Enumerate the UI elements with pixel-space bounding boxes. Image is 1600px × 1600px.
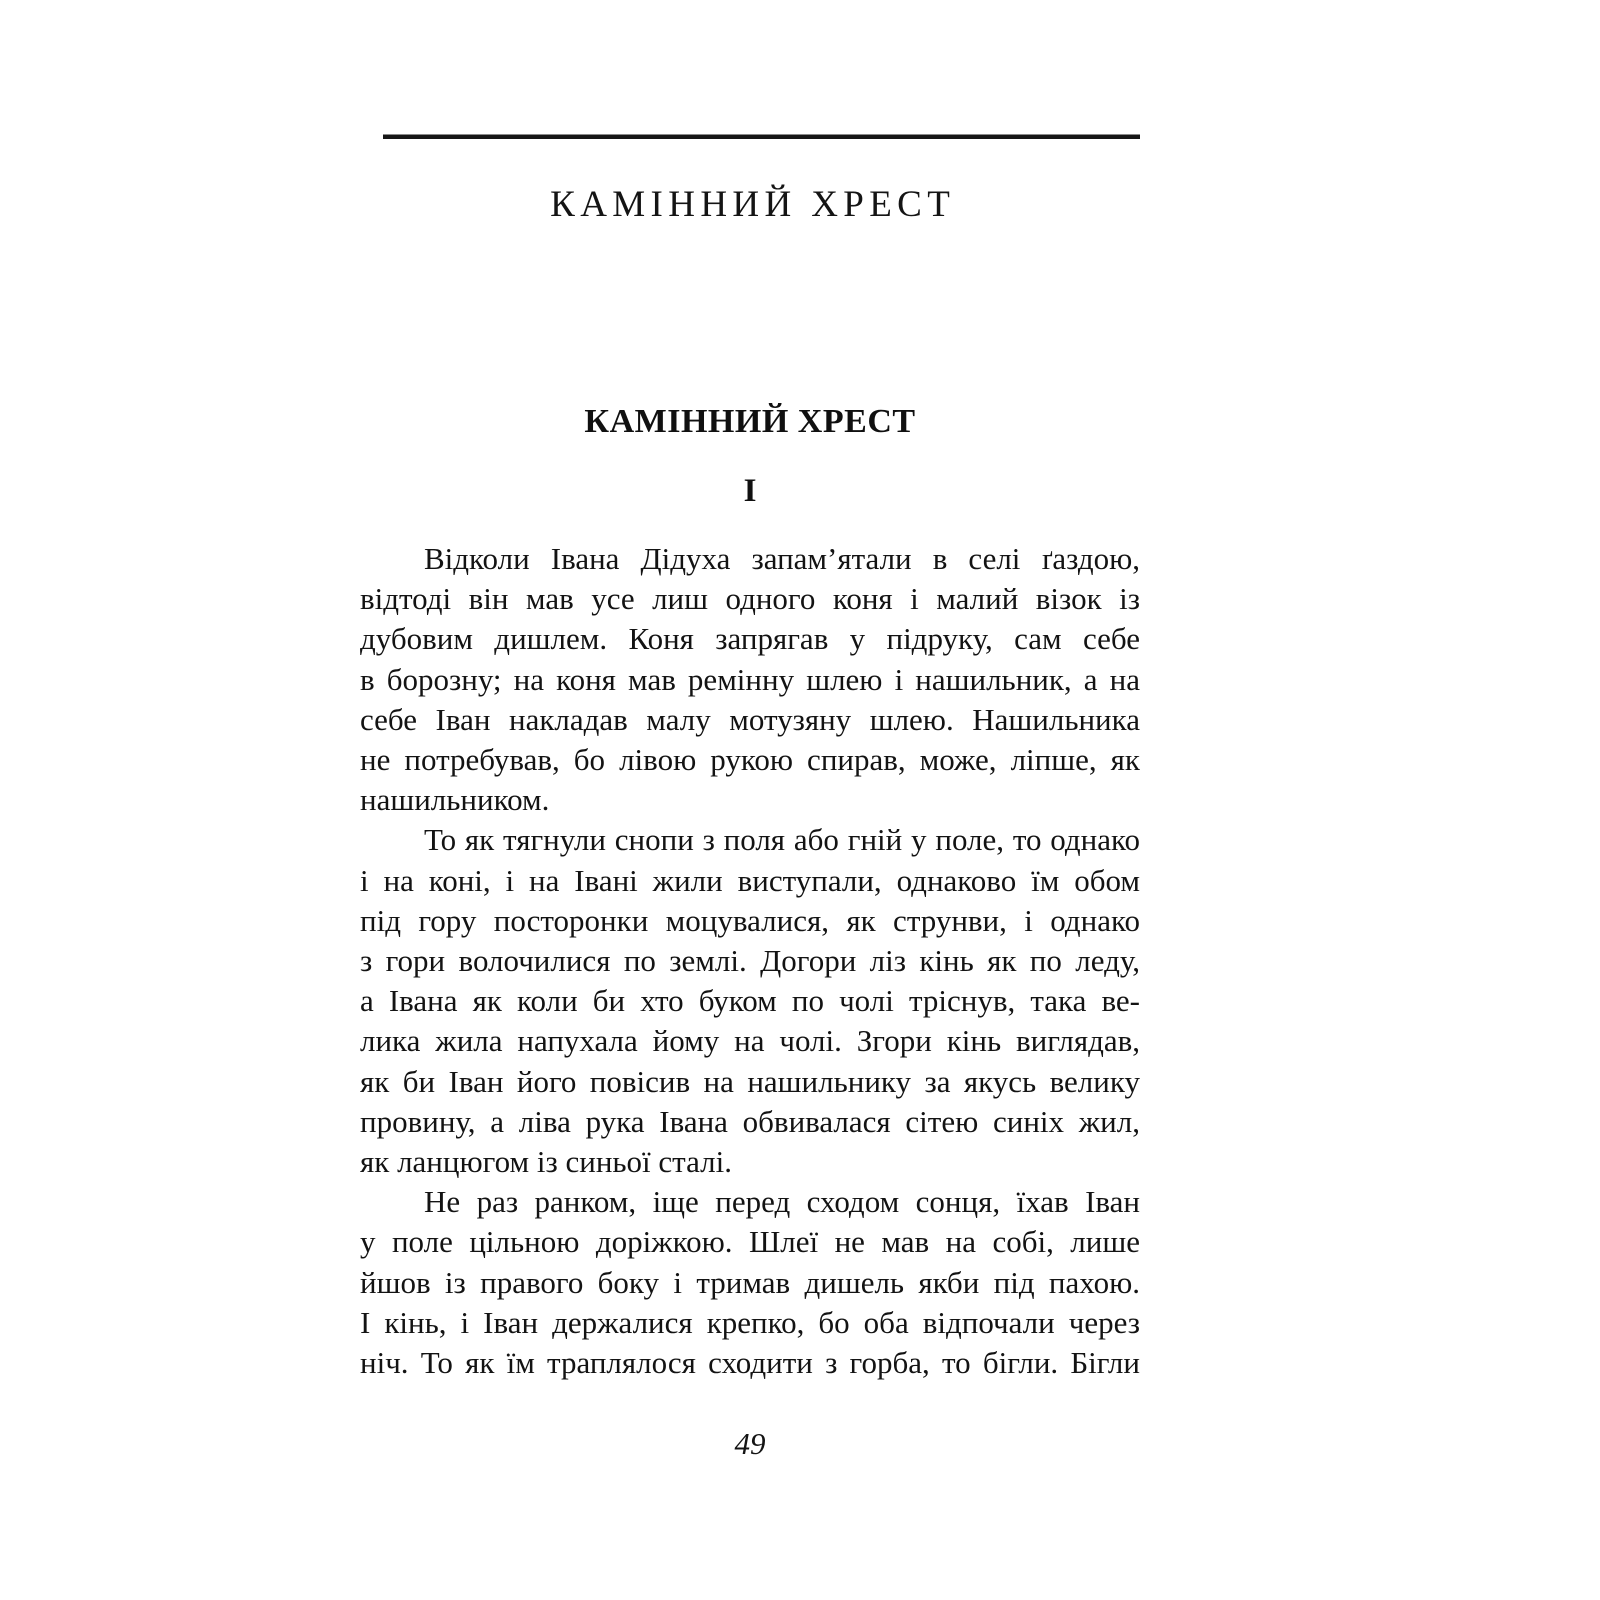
paragraph (360, 1182, 1140, 1383)
chapter-title: КАМІННИЙ ХРЕСТ (584, 403, 916, 440)
body-line: дубовим дишлем. Коня запрягав у підруку, сам себе (360, 621, 1140, 657)
running-header: КАМІННИЙ ХРЕСТ (550, 184, 956, 225)
body-line: Відколи Івана Дідуха запам’ятали в селі ґаздою, (424, 541, 1140, 576)
header-rule (383, 134, 1140, 139)
body-line: як би Іван його повісив на нашильнику за якусь велику (360, 1063, 1140, 1099)
body-line: себе Іван накладав малу мотузяну шлею. Нашильника (360, 701, 1140, 737)
section-number: I (743, 473, 757, 509)
body-line: Не раз ранком, іще перед сходом сонця, їхав Іван (424, 1184, 1140, 1220)
page-number: 49 (734, 1426, 766, 1461)
body-line: йшов із правого боку і тримав дишель якби під пахою. (360, 1264, 1140, 1300)
body-line: відтоді він мав усе лиш одного коня і малий візок із (360, 581, 1140, 617)
body-line: в борозну; на коня мав ремінну шлею і нашильник, а на (360, 661, 1140, 697)
body-line: ніч. То як їм траплялося сходити з горба, то бігли. Бігли (360, 1345, 1140, 1381)
paragraph (360, 539, 1140, 820)
body-text (360, 539, 1140, 1383)
body-line: І кінь, і Іван держалися крепко, бо оба відпочали через (360, 1304, 1140, 1340)
body-line: лика жила напухала йому на чолі. Згори кінь виглядав, (360, 1023, 1140, 1059)
body-line: а Івана як коли би хто буком по чолі тріснув, така ве- (360, 983, 1140, 1019)
body-line: нашильником. (360, 782, 550, 818)
body-line: під гору посторонки моцувалися, як струнви, і однако (360, 902, 1140, 938)
body-line: з гори волочилися по землі. Догори ліз кінь як по леду, (360, 943, 1140, 979)
paragraph (360, 820, 1140, 1182)
body-line: То як тягнули снопи з поля або гній у поле, то однако (424, 822, 1140, 858)
text-column (360, 0, 1140, 1600)
body-line: у поле цільною доріжкою. Шлеї не мав на собі, лише (360, 1224, 1140, 1260)
body-line: як ланцюгом із синьої сталі. (360, 1144, 732, 1180)
body-line: провину, а ліва рука Івана обвивалася сітею синіх жил, (360, 1103, 1140, 1139)
body-line: не потребував, бо лівою рукою спирав, може, ліпше, як (360, 742, 1140, 778)
body-line: і на коні, і на Івані жили виступали, однаково їм обом (360, 862, 1140, 898)
